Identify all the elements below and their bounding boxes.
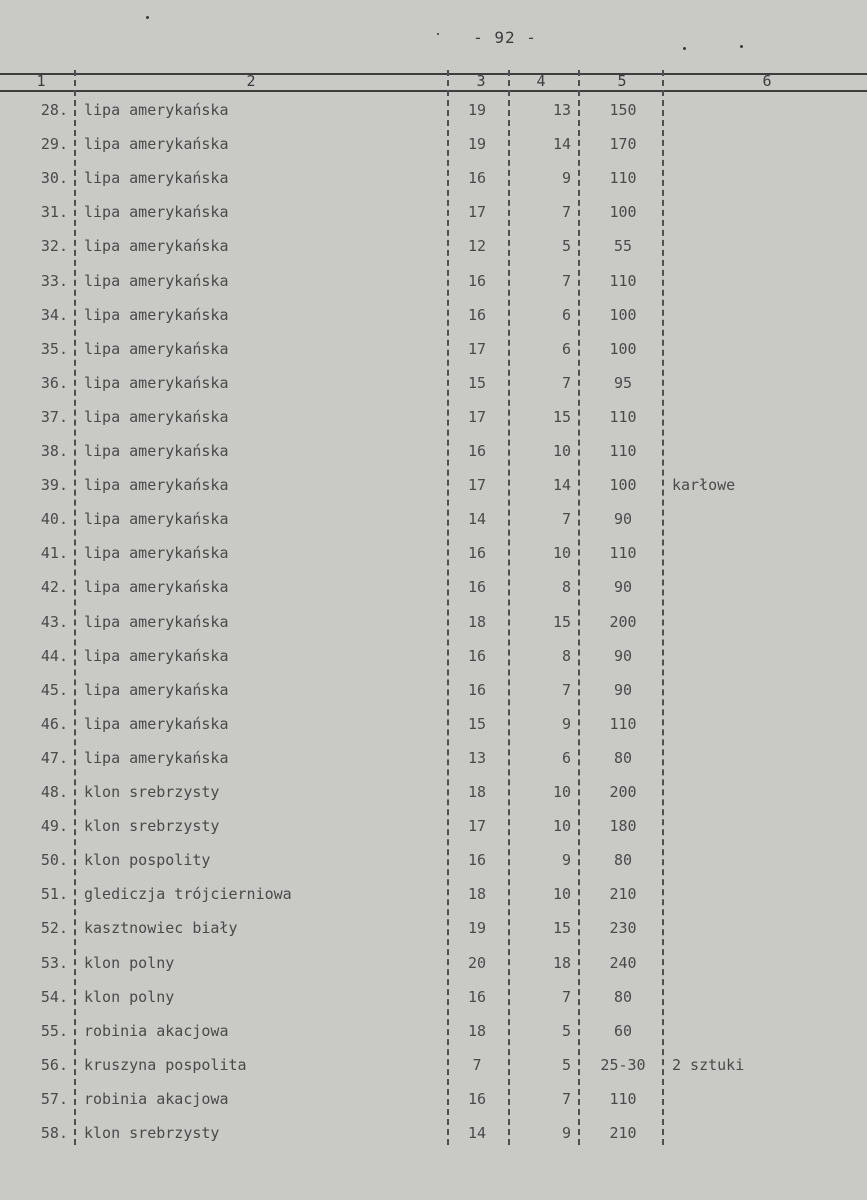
species-name: lipa amerykańska: [84, 169, 229, 188]
species-name: klon polny: [84, 953, 175, 972]
remarks: karłowe: [672, 476, 736, 495]
column-5-value: 25-30: [600, 1055, 646, 1074]
column-5-value: 170: [609, 135, 637, 154]
column-4-value: 14: [552, 476, 571, 495]
column-5-value: 55: [613, 237, 633, 256]
table-row: [0, 408, 867, 438]
column-3-value: 13: [467, 748, 487, 767]
species-name: lipa amerykańska: [84, 271, 229, 290]
column-5-value: 95: [613, 373, 633, 392]
column-3-value: 18: [467, 612, 487, 631]
column-5-value: 90: [613, 680, 633, 699]
column-4-value: 15: [552, 919, 571, 938]
column-4-value: 9: [561, 1124, 571, 1142]
column-4-value: 5: [561, 1055, 571, 1074]
row-number: 40.: [40, 510, 68, 529]
column-4-value: 14: [552, 135, 571, 154]
column-3-value: 15: [467, 373, 487, 392]
column-4-value: 7: [561, 1089, 571, 1108]
table-row: [0, 169, 867, 199]
row-number: 42.: [40, 578, 68, 597]
column-3-value: 16: [467, 271, 487, 290]
row-number: 37.: [40, 407, 68, 426]
column-5-value: 90: [613, 578, 633, 597]
species-name: lipa amerykańska: [84, 339, 229, 358]
species-name: lipa amerykańska: [84, 544, 229, 563]
column-3-value: 16: [467, 680, 487, 699]
table-row: [0, 1022, 867, 1052]
column-4-value: 7: [561, 510, 571, 529]
column-3-value: 16: [467, 987, 487, 1006]
row-number: 38.: [40, 442, 68, 460]
row-number: 41.: [40, 544, 68, 563]
table-row: [0, 783, 867, 813]
column-3-value: 16: [467, 305, 487, 324]
species-name: lipa amerykańska: [84, 612, 229, 631]
table-row: [0, 919, 867, 949]
row-number: 29.: [40, 135, 68, 154]
column-5-value: 210: [609, 885, 637, 904]
table-row: [0, 885, 867, 915]
column-3-value: 16: [467, 1089, 487, 1108]
column-3-value: 18: [467, 885, 487, 904]
row-number: 46.: [40, 714, 68, 733]
species-name: lipa amerykańska: [84, 578, 229, 597]
row-number: 33.: [40, 271, 68, 290]
column-5-value: 150: [609, 101, 637, 119]
column-header-1: 1: [36, 72, 46, 90]
column-5-value: 100: [609, 203, 637, 222]
row-number: 51.: [40, 885, 68, 904]
species-name: klon pospolity: [84, 851, 211, 870]
species-name: lipa amerykańska: [84, 510, 229, 529]
row-number: 32.: [40, 237, 68, 256]
table-header-top-rule: [0, 73, 867, 75]
column-5-value: 80: [613, 987, 633, 1006]
ink-speck: [683, 47, 686, 50]
column-5-value: 110: [609, 407, 637, 426]
row-number: 57.: [40, 1089, 68, 1108]
species-name: lipa amerykańska: [84, 714, 229, 733]
column-4-value: 8: [561, 646, 571, 665]
column-5-value: 230: [609, 919, 637, 938]
table-row: [0, 647, 867, 677]
table-row: [0, 851, 867, 881]
species-name: lipa amerykańska: [84, 646, 229, 665]
column-4-value: 7: [561, 680, 571, 699]
column-4-value: 7: [561, 373, 571, 392]
species-name: kruszyna pospolita: [84, 1055, 247, 1074]
column-4-value: 10: [552, 783, 571, 801]
column-header-5: 5: [617, 72, 627, 90]
column-3-value: 17: [467, 476, 487, 495]
column-3-value: 16: [467, 442, 487, 460]
table-row: [0, 510, 867, 540]
column-5-value: 90: [613, 510, 633, 529]
column-3-value: 15: [467, 714, 487, 733]
column-3-value: 20: [467, 953, 487, 972]
ink-speck: [740, 45, 743, 48]
column-4-value: 9: [561, 851, 571, 870]
column-4-value: 15: [552, 407, 571, 426]
species-name: lipa amerykańska: [84, 748, 229, 767]
column-4-value: 5: [561, 1021, 571, 1040]
page-number: - 92 -: [473, 28, 537, 47]
row-number: 45.: [40, 680, 68, 699]
species-name: klon srebrzysty: [84, 783, 220, 801]
row-number: 55.: [40, 1021, 68, 1040]
column-3-value: 16: [467, 578, 487, 597]
column-3-value: 16: [467, 169, 487, 188]
species-name: klon srebrzysty: [84, 817, 220, 836]
ink-speck: [437, 33, 439, 35]
table-row: [0, 1124, 867, 1154]
species-name: lipa amerykańska: [84, 101, 229, 119]
column-3-value: 19: [467, 101, 487, 119]
column-header-6: 6: [762, 72, 772, 90]
row-number: 30.: [40, 169, 68, 188]
column-3-value: 16: [467, 646, 487, 665]
table-row: [0, 237, 867, 267]
table-row: [0, 101, 867, 131]
row-number: 34.: [40, 305, 68, 324]
row-number: 53.: [40, 953, 68, 972]
remarks: 2 sztuki: [672, 1055, 745, 1074]
species-name: lipa amerykańska: [84, 135, 229, 154]
table-row: [0, 476, 867, 506]
table-row: [0, 749, 867, 779]
table-row: [0, 544, 867, 574]
column-3-value: 17: [467, 407, 487, 426]
column-4-value: 5: [561, 237, 571, 256]
column-5-value: 110: [609, 544, 637, 563]
column-5-value: 80: [613, 851, 633, 870]
row-number: 36.: [40, 373, 68, 392]
species-name: lipa amerykańska: [84, 305, 229, 324]
row-number: 31.: [40, 203, 68, 222]
column-5-value: 110: [609, 1089, 637, 1108]
column-5-value: 200: [609, 783, 637, 801]
column-3-value: 17: [467, 817, 487, 836]
column-4-value: 6: [561, 339, 571, 358]
species-name: lipa amerykańska: [84, 476, 229, 495]
column-5-value: 240: [609, 953, 637, 972]
table-header-bottom-rule: [0, 90, 867, 92]
column-4-value: 18: [552, 953, 571, 972]
table-row: [0, 203, 867, 233]
column-3-value: 16: [467, 544, 487, 563]
column-5-value: 90: [613, 646, 633, 665]
row-number: 48.: [40, 783, 68, 801]
column-5-value: 110: [609, 271, 637, 290]
column-4-value: 7: [561, 203, 571, 222]
species-name: lipa amerykańska: [84, 442, 229, 460]
row-number: 52.: [40, 919, 68, 938]
row-number: 58.: [40, 1124, 68, 1142]
column-4-value: 9: [561, 714, 571, 733]
species-name: klon polny: [84, 987, 175, 1006]
column-3-value: 17: [467, 339, 487, 358]
row-number: 43.: [40, 612, 68, 631]
ink-speck: [146, 16, 149, 19]
column-4-value: 10: [552, 885, 571, 904]
species-name: lipa amerykańska: [84, 373, 229, 392]
row-number: 47.: [40, 748, 68, 767]
column-4-value: 10: [552, 442, 571, 460]
column-3-value: 16: [467, 851, 487, 870]
column-3-value: 14: [467, 1124, 487, 1142]
column-3-value: 19: [467, 919, 487, 938]
table-row: [0, 1056, 867, 1086]
species-name: lipa amerykańska: [84, 203, 229, 222]
table-row: [0, 817, 867, 847]
column-3-value: 18: [467, 1021, 487, 1040]
column-3-value: 18: [467, 783, 487, 801]
species-name: robinia akacjowa: [84, 1021, 229, 1040]
species-name: lipa amerykańska: [84, 237, 229, 256]
column-4-value: 6: [561, 305, 571, 324]
row-number: 39.: [40, 476, 68, 495]
table-row: [0, 340, 867, 370]
row-number: 28.: [40, 101, 68, 119]
column-4-value: 13: [552, 101, 571, 119]
column-4-value: 7: [561, 271, 571, 290]
table-row: [0, 578, 867, 608]
row-number: 49.: [40, 817, 68, 836]
table-row: [0, 374, 867, 404]
species-name: klon srebrzysty: [84, 1124, 220, 1142]
table-row: [0, 988, 867, 1018]
species-name: lipa amerykańska: [84, 407, 229, 426]
column-5-value: 100: [609, 305, 637, 324]
column-5-value: 80: [613, 748, 633, 767]
table-row: [0, 954, 867, 984]
table-row: [0, 715, 867, 745]
column-3-value: 19: [467, 135, 487, 154]
table-row: [0, 613, 867, 643]
species-name: kasztnowiec biały: [84, 919, 238, 938]
column-4-value: 10: [552, 817, 571, 836]
column-header-4: 4: [536, 72, 546, 90]
table-row: [0, 306, 867, 336]
table-row: [0, 1090, 867, 1120]
column-3-value: 7: [472, 1055, 482, 1074]
table-row: [0, 135, 867, 165]
column-5-value: 100: [609, 476, 637, 495]
column-4-value: 7: [561, 987, 571, 1006]
column-3-value: 17: [467, 203, 487, 222]
column-5-value: 110: [609, 442, 637, 460]
column-header-3: 3: [476, 72, 486, 90]
column-4-value: 6: [561, 748, 571, 767]
species-name: robinia akacjowa: [84, 1089, 229, 1108]
row-number: 56.: [40, 1055, 68, 1074]
row-number: 35.: [40, 339, 68, 358]
table-row: [0, 681, 867, 711]
species-name: lipa amerykańska: [84, 680, 229, 699]
row-number: 54.: [40, 987, 68, 1006]
column-5-value: 100: [609, 339, 637, 358]
column-5-value: 110: [609, 169, 637, 188]
column-4-value: 10: [552, 544, 571, 563]
table-row: [0, 442, 867, 472]
column-3-value: 14: [467, 510, 487, 529]
row-number: 44.: [40, 646, 68, 665]
column-5-value: 180: [609, 817, 637, 836]
column-4-value: 8: [561, 578, 571, 597]
species-name: glediczja trójcierniowa: [84, 885, 292, 904]
row-number: 50.: [40, 851, 68, 870]
column-5-value: 60: [613, 1021, 633, 1040]
column-3-value: 12: [467, 237, 487, 256]
column-4-value: 15: [552, 612, 571, 631]
column-5-value: 200: [609, 612, 637, 631]
column-5-value: 110: [609, 714, 637, 733]
column-4-value: 9: [561, 169, 571, 188]
column-header-2: 2: [246, 72, 256, 90]
table-row: [0, 272, 867, 302]
column-5-value: 210: [609, 1124, 637, 1142]
